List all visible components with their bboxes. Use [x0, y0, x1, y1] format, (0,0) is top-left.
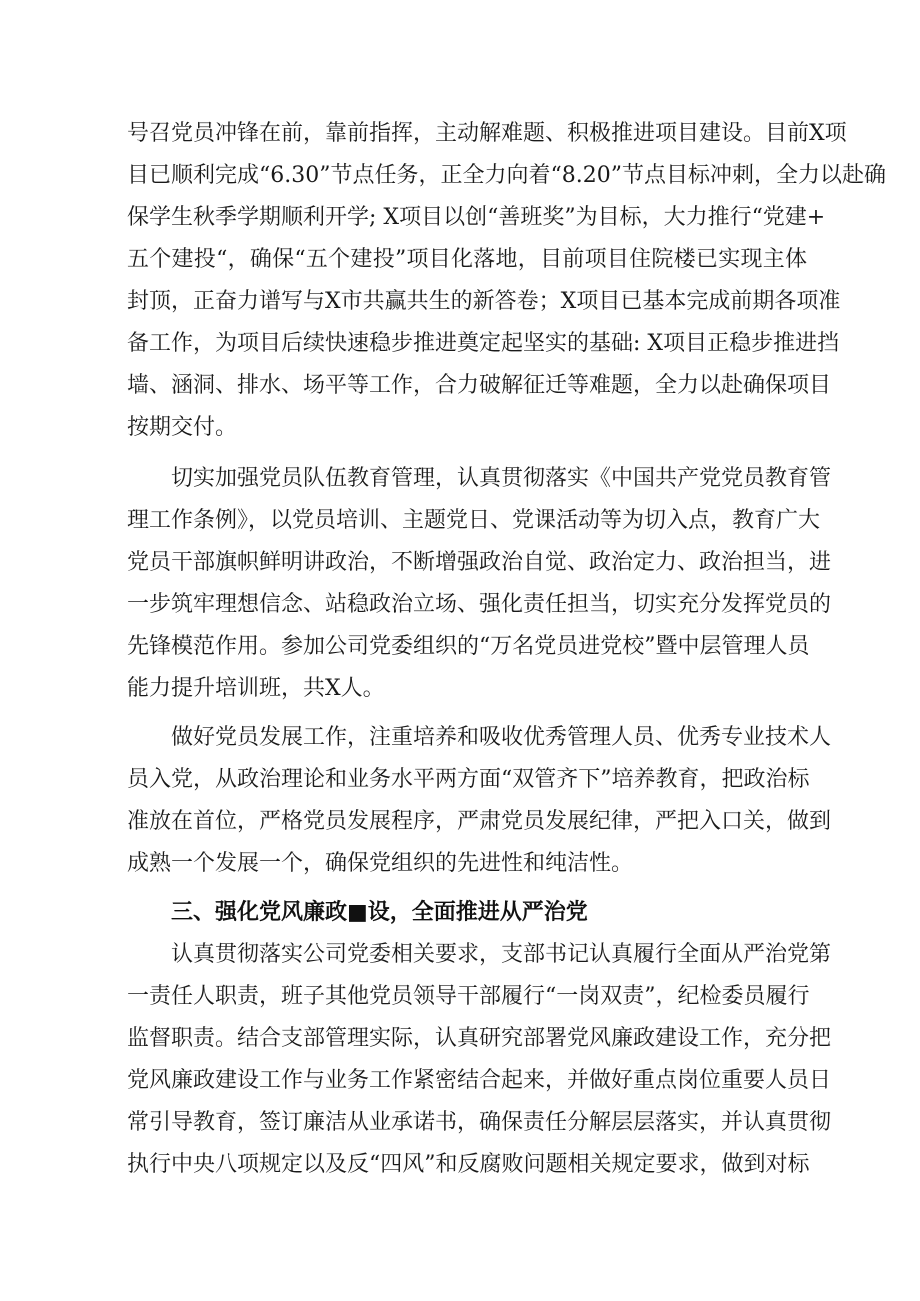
paragraph-line: 一步筑牢理想信念、站稳政治立场、强化责任担当，切实充分发挥党员的: [127, 592, 832, 617]
paragraph-line: 党员干部旗帜鲜明讲政治，不断增强政治自觉、政治定力、政治担当，进: [127, 550, 832, 575]
paragraph-line: 认真贯彻落实公司党委相关要求，支部书记认真履行全面从严治党第: [171, 942, 832, 967]
paragraph-line: 按期交付。: [127, 415, 238, 440]
paragraph-line: 理工作条例》，以党员培训、主题党日、党课活动等为切入点，教育广大: [127, 508, 821, 533]
paragraph-line: 能力提升培训班，共X人。: [127, 676, 385, 701]
paragraph-line: 墙、涵洞、排水、场平等工作，合力破解征迁等难题，全力以赴确保项目: [127, 373, 832, 398]
paragraph-line: 员入党，从政治理论和业务水平两方面“双管齐下”培养教育，把政治标: [127, 767, 810, 792]
paragraph-line: 做好党员发展工作，注重培养和吸收优秀管理人员、优秀专业技术人: [171, 725, 832, 750]
paragraph-line: 保学生秋季学期顺利开学; X项目以创“善班奖”为目标，大力推行“党建+: [127, 205, 826, 230]
paragraph-line: 一责任人职责，班子其他党员领导干部履行“一岗双责”，纪检委员履行: [127, 984, 810, 1009]
paragraph-line: 常引导教育，签订廉洁从业承诺书，确保责任分解层层落实，并认真贯彻: [127, 1110, 832, 1135]
paragraph-line: 五个建投“，确保“五个建投”项目化落地，目前项目住院楼已实现主体: [127, 247, 807, 272]
section-heading: 三、强化党风廉政■设，全面推进从严治党: [171, 900, 588, 925]
paragraph-line: 号召党员冲锋在前，靠前指挥，主动解难题、积极推进项目建设。目前X项: [127, 121, 847, 146]
paragraph-line: 准放在首位，严格党员发展程序，严肃党员发展纪律，严把入口关，做到: [127, 809, 832, 834]
paragraph-line: 先锋模范作用。参加公司党委组织的“万名党员进党校”暨中层管理人员: [127, 634, 810, 659]
paragraph-line: 切实加强党员队伍教育管理，认真贯彻落实《中国共产党党员教育管: [171, 466, 832, 491]
paragraph-line: 封顶，正奋力谱写与X市共赢共生的新答卷；X项目已基本完成前期各项准: [127, 289, 841, 314]
paragraph-line: 目已顺利完成“6.30”节点任务，正全力向着“8.20”节点目标冲刺，全力以赴确: [127, 163, 886, 188]
paragraph-line: 党风廉政建设工作与业务工作紧密结合起来，并做好重点岗位重要人员日: [127, 1068, 832, 1093]
paragraph-line: 执行中央八项规定以及反“四风”和反腐败问题相关规定要求，做到对标: [127, 1152, 810, 1177]
paragraph-line: 成熟一个发展一个，确保党组织的先进性和纯洁性。: [127, 851, 634, 876]
paragraph-line: 备工作，为项目后续快速稳步推进奠定起坚实的基础: X项目正稳步推进挡: [127, 331, 840, 356]
paragraph-line: 监督职责。结合支部管理实际，认真研究部署党风廉政建设工作，充分把: [127, 1026, 832, 1051]
